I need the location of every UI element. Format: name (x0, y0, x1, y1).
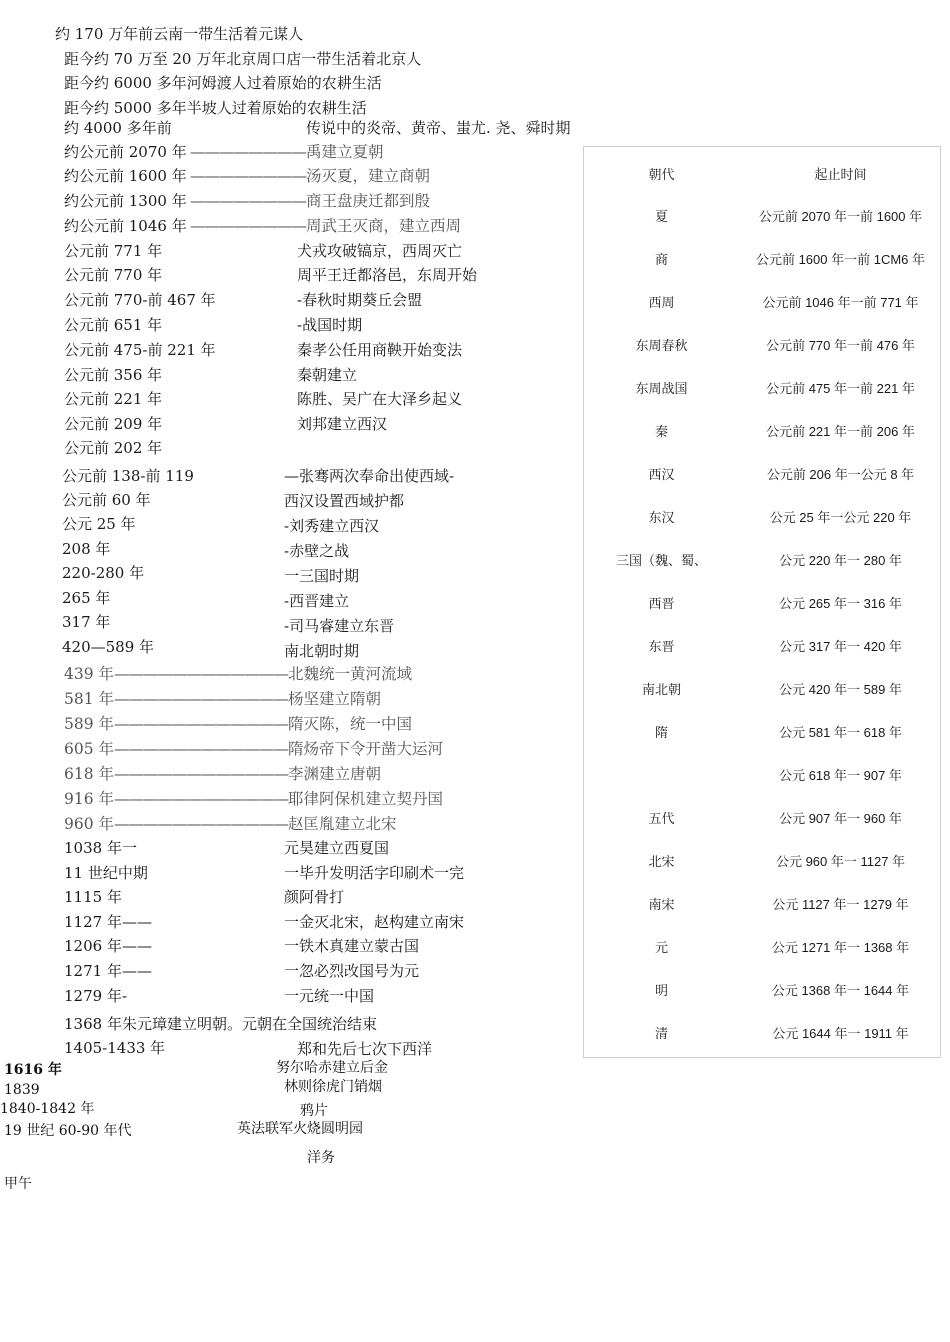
table-cell-dynasty: 东周春秋 (635, 338, 688, 353)
leader-dashes: ———————————— (114, 790, 289, 808)
leader-dashes: ———————————— (114, 690, 289, 708)
event-text: 商王盘庚迁都到殷 (306, 192, 431, 210)
timeline-line: 距今约 6000 多年河姆渡人过着原始的农耕生活 (64, 74, 382, 92)
event-row (64, 715, 412, 733)
table-cell-period: 公元前 206 年一公元 8 年 (766, 467, 915, 482)
dynasty-table (583, 146, 941, 1058)
table-cell-period: 公元 1271 年一 1368 年 (771, 940, 910, 955)
event-desc: 秦朝建立 (297, 366, 358, 384)
event-row (64, 665, 412, 683)
ming-line: 1368 年朱元璋建立明朝。元朝在全国统治结束 (64, 1015, 377, 1033)
smudged-event: 林则徐虎门销烟 (284, 1079, 382, 1095)
event-date: 公元前 771 年 (64, 242, 163, 260)
event-date: 1127 年—— (64, 913, 152, 931)
event-date: 公元前 770 年 (64, 266, 163, 284)
event-row (64, 740, 443, 758)
event-desc: 郑和先后七次下西洋 (297, 1040, 433, 1058)
event-desc: 刘邦建立西汉 (297, 415, 388, 433)
event-date: 265 年 (62, 589, 111, 607)
event-desc: 陈胜、吴广在大泽乡起义 (297, 390, 463, 408)
table-cell-period: 公元前 1046 年一前 771 年 (762, 295, 919, 310)
event-desc: 一铁木真建立蒙古国 (284, 937, 420, 955)
event-desc: 元昊建立西夏国 (284, 839, 390, 857)
event-text: 周武王灭商，建立西周 (306, 217, 462, 235)
event-text: 隋灭陈，统一中国 (288, 715, 413, 733)
event-desc: 犬戎攻破镐京，西周灭亡 (297, 242, 463, 260)
smudged-event: 鸦片 (300, 1103, 328, 1119)
event-date: 1279 年- (64, 987, 128, 1005)
event-date: 11 世纪中期 (64, 864, 148, 882)
event-date: 439 年 (64, 665, 115, 683)
table-cell-dynasty: 元 (654, 940, 668, 955)
table-cell-dynasty: 东汉 (648, 510, 675, 525)
event-desc (190, 192, 430, 210)
event-date: 1115 年 (64, 888, 122, 906)
event-date: 约公元前 2070 年 (64, 143, 187, 161)
event-date: 1405-1433 年 (64, 1039, 166, 1057)
table-cell-dynasty: 商 (654, 252, 668, 267)
event-date: 约公元前 1046 年 (64, 217, 187, 235)
table-cell-period: 公元 220 年一 280 年 (779, 553, 902, 568)
event-desc: 秦孝公任用商鞅开始变法 (297, 341, 463, 359)
event-text: 禹建立夏朝 (306, 143, 384, 161)
leader-dashes: ———————————— (114, 665, 289, 683)
event-desc: —张骞两次奉命出使西域- (284, 467, 455, 485)
event-desc: 一金灭北宋，赵构建立南宋 (284, 913, 465, 931)
leader-dashes: ———————— (190, 192, 306, 210)
table-cell-dynasty: 三国（魏、蜀、 (615, 553, 707, 568)
leader-dashes: ———————————— (114, 815, 289, 833)
smudged-event: 努尔哈赤建立后金 (276, 1060, 388, 1076)
event-text: 北魏统一黄河流域 (288, 665, 413, 683)
event-text: 耶律阿保机建立契丹国 (288, 790, 444, 808)
event-date: 公元前 770-前 467 年 (64, 291, 216, 309)
event-date: 1206 年—— (64, 937, 152, 955)
event-row (64, 790, 443, 808)
table-cell-period: 公元 1644 年一 1911 年 (772, 1026, 909, 1041)
event-date: 605 年 (64, 740, 115, 758)
event-desc: 周平王迁都洛邑，东周开始 (297, 266, 478, 284)
event-text: 杨坚建立隋朝 (288, 690, 382, 708)
timeline-line: 距今约 5000 多年半坡人过着原始的农耕生活 (64, 99, 367, 117)
event-desc: -赤壁之战 (284, 542, 350, 560)
event-date: 公元前 356 年 (64, 366, 163, 384)
legend-event: 传说中的炎帝、黄帝、蚩尤. 尧、舜时期 (306, 119, 571, 137)
event-desc (190, 143, 384, 161)
event-date: 公元前 651 年 (64, 316, 163, 334)
event-desc: 南北朝时期 (284, 642, 360, 660)
event-date: 约公元前 1600 年 (64, 167, 187, 185)
table-cell-period: 公元 420 年一 589 年 (779, 682, 902, 697)
event-date: 公元前 60 年 (62, 491, 151, 509)
event-desc: -西晋建立 (284, 592, 350, 610)
table-cell-dynasty: 隋 (654, 725, 668, 740)
event-desc: 一毕升发明活字印刷术一完 (284, 864, 465, 882)
event-row (64, 765, 381, 783)
smudged-event: 英法联军火烧圆明园 (237, 1121, 363, 1137)
event-date: 公元前 475-前 221 年 (64, 341, 216, 359)
leader-dashes: ———————— (190, 217, 306, 235)
table-cell-period: 公元前 2070 年一前 1600 年 (758, 209, 923, 224)
event-text: 汤灭夏，建立商朝 (306, 167, 431, 185)
table-cell-dynasty: 西周 (648, 295, 675, 310)
table-cell-dynasty: 东晋 (648, 639, 675, 654)
leader-dashes: ———————— (190, 167, 306, 185)
event-row (64, 815, 397, 833)
table-cell-period: 公元 265 年一 316 年 (779, 596, 902, 611)
table-cell-period: 公元 1127 年一 1279 年 (772, 897, 909, 912)
event-date: 220-280 年 (62, 564, 145, 582)
event-desc: -司马睿建立东晋 (284, 617, 395, 635)
timeline-line: 距今约 70 万至 20 万年北京周口店一带生活着北京人 (64, 50, 422, 68)
column-header: 起止时间 (814, 167, 867, 182)
leader-dashes: ———————————— (114, 715, 289, 733)
table-cell-dynasty: 五代 (648, 811, 675, 826)
event-date: 317 年 (62, 613, 111, 631)
table-cell-period: 公元 25 年一公元 220 年 (769, 510, 912, 525)
timeline-line: 约 170 万年前云南一带生活着元谋人 (55, 25, 304, 43)
table-cell-dynasty: 西晋 (648, 596, 675, 611)
event-desc (190, 167, 430, 185)
legend-date: 约 4000 多年前 (64, 119, 172, 137)
smudged-event: 洋务 (307, 1150, 335, 1166)
table-cell-dynasty: 西汉 (648, 467, 675, 482)
table-cell-dynasty: 东周战国 (635, 381, 688, 396)
table-cell-dynasty: 明 (654, 983, 668, 998)
event-date: 420—589 年 (62, 638, 155, 656)
event-desc: 一三国时期 (284, 567, 360, 585)
event-date: 208 年 (62, 540, 111, 558)
table-cell-period: 公元前 221 年一前 206 年 (766, 424, 915, 439)
event-desc: 西汉设置西域护都 (284, 492, 405, 510)
event-date: 581 年 (64, 690, 115, 708)
event-row (64, 690, 381, 708)
table-cell-dynasty: 清 (654, 1026, 668, 1041)
event-date: 589 年 (64, 715, 115, 733)
leader-dashes: ———————————— (114, 740, 289, 758)
leader-dashes: ———————— (190, 143, 306, 161)
table-cell-dynasty: 南北朝 (641, 682, 681, 697)
event-desc: -刘秀建立西汉 (284, 517, 380, 535)
event-date: 公元前 209 年 (64, 415, 163, 433)
event-date: 公元 25 年 (62, 515, 136, 533)
event-desc: -春秋时期葵丘会盟 (297, 291, 423, 309)
table-cell-period: 公元 581 年一 618 年 (779, 725, 902, 740)
smudged-date: 1839 (4, 1082, 40, 1098)
event-text: 李渊建立唐朝 (288, 765, 382, 783)
smudged-date: 1840-1842 年 (0, 1101, 95, 1117)
event-date: 约公元前 1300 年 (64, 192, 187, 210)
event-desc: 一元统一中国 (284, 987, 375, 1005)
smudged-date: 甲午 (4, 1176, 32, 1192)
table-cell-dynasty: 夏 (654, 209, 668, 224)
event-desc: 颜阿骨打 (284, 888, 345, 906)
table-cell-period: 公元前 770 年一前 476 年 (766, 338, 915, 353)
event-date: 公元前 202 年 (64, 439, 163, 457)
smudged-date: 19 世纪 60-90 年代 (4, 1123, 132, 1139)
event-date: 公元前 221 年 (64, 390, 163, 408)
event-desc: 一忽必烈改国号为元 (284, 962, 420, 980)
table-cell-period: 公元 618 年一 907 年 (779, 768, 902, 783)
table-cell-period: 公元 1368 年一 1644 年 (771, 983, 910, 998)
table-cell-period: 公元 960 年一 1127 年 (775, 854, 906, 869)
event-date: 1271 年—— (64, 962, 152, 980)
table-cell-period: 公元 907 年一 960 年 (779, 811, 902, 826)
event-text: 赵匡胤建立北宋 (288, 815, 397, 833)
smudged-date: 1616 年 (4, 1062, 62, 1078)
table-cell-dynasty: 秦 (654, 424, 668, 439)
event-date: 618 年 (64, 765, 115, 783)
table-cell-dynasty: 北宋 (648, 854, 675, 869)
leader-dashes: ———————————— (114, 765, 289, 783)
table-cell-period: 公元前 1600 年一前 1CM6 年 (755, 252, 926, 267)
table-cell-period: 公元前 475 年一前 221 年 (766, 381, 915, 396)
table-cell-dynasty: 南宋 (648, 897, 675, 912)
event-date: 916 年 (64, 790, 115, 808)
table-cell-period: 公元 317 年一 420 年 (779, 639, 902, 654)
event-date: 1038 年一 (64, 839, 137, 857)
column-header: 朝代 (648, 167, 675, 182)
event-text: 隋炀帝下令开凿大运河 (288, 740, 444, 758)
event-date: 960 年 (64, 815, 115, 833)
event-date: 公元前 138-前 119 (62, 467, 194, 485)
event-desc (190, 217, 461, 235)
event-desc: -战国时期 (297, 316, 363, 334)
